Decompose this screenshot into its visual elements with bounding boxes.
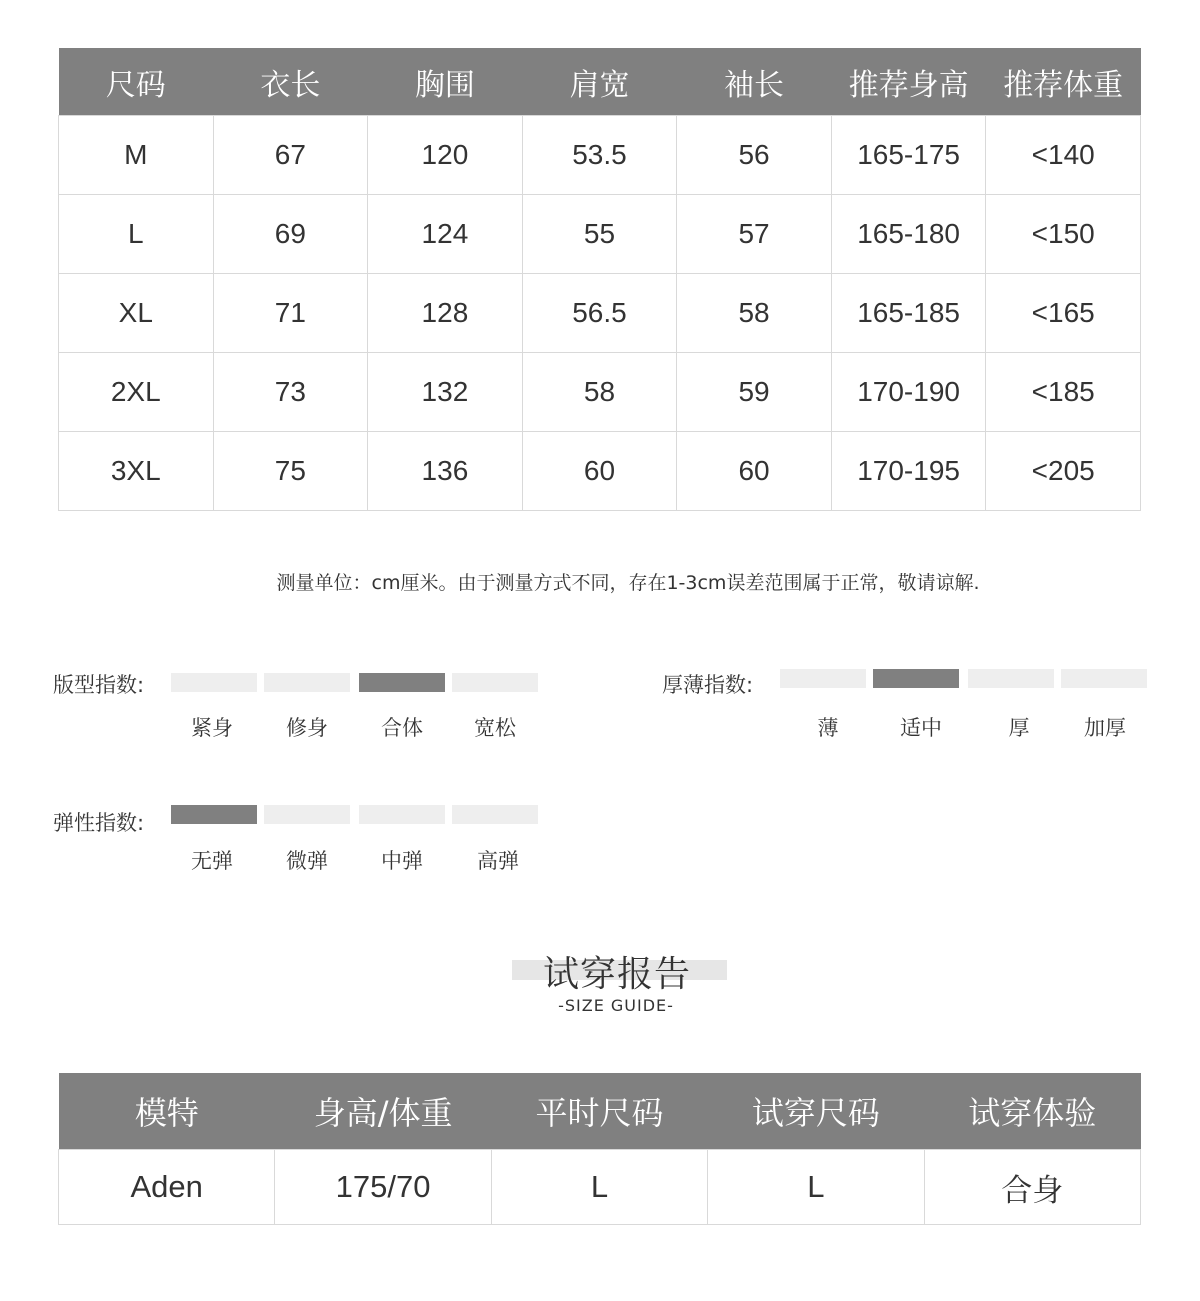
table-cell: 2XL (59, 353, 214, 432)
fit-index-label: 版型指数: (53, 673, 145, 697)
thickness-index-bar (873, 669, 959, 688)
table-cell: 165-180 (831, 195, 986, 274)
header-length: 衣长 (213, 48, 368, 116)
thickness-option-label: 厚 (1008, 716, 1030, 740)
table-cell: 170-190 (831, 353, 986, 432)
model-table-header-row (59, 1073, 1141, 1150)
thickness-index-label: 厚薄指数: (662, 673, 754, 697)
table-cell: 67 (213, 116, 368, 195)
size-table (58, 48, 1141, 511)
model-table (58, 1073, 1141, 1225)
elasticity-option-label: 无弹 (191, 849, 233, 873)
table-cell: 120 (368, 116, 523, 195)
table-cell: <205 (986, 432, 1141, 511)
table-row (59, 432, 1141, 511)
table-row (59, 353, 1141, 432)
table-cell: M (59, 116, 214, 195)
fit-index-bar (171, 673, 257, 692)
table-cell: 53.5 (522, 116, 677, 195)
table-cell: 175/70 (275, 1150, 491, 1225)
header-sleeve: 袖长 (677, 48, 832, 116)
table-cell: 132 (368, 353, 523, 432)
elasticity-index-bar (452, 805, 538, 824)
table-cell: 56.5 (522, 274, 677, 353)
header-model: 模特 (59, 1073, 275, 1150)
size-table-header-row (59, 48, 1141, 116)
table-cell: 128 (368, 274, 523, 353)
table-cell: 71 (213, 274, 368, 353)
table-cell: Aden (59, 1150, 275, 1225)
header-usual-size: 平时尺码 (491, 1073, 707, 1150)
table-cell: 60 (522, 432, 677, 511)
table-row (59, 1150, 1141, 1225)
table-cell: 58 (677, 274, 832, 353)
table-cell: 165-175 (831, 116, 986, 195)
header-shoulder: 肩宽 (522, 48, 677, 116)
thickness-index-bar (1061, 669, 1147, 688)
header-experience: 试穿体验 (924, 1073, 1140, 1150)
elasticity-index-bar (359, 805, 445, 824)
header-height-weight: 身高/体重 (275, 1073, 491, 1150)
table-cell: 69 (213, 195, 368, 274)
fit-index-bar (452, 673, 538, 692)
table-cell: <165 (986, 274, 1141, 353)
elasticity-index-bar (171, 805, 257, 824)
fit-option-label: 紧身 (191, 716, 233, 740)
table-cell: 73 (213, 353, 368, 432)
table-cell: L (491, 1150, 707, 1225)
elasticity-index-bar (264, 805, 350, 824)
table-cell: XL (59, 274, 214, 353)
fit-option-label: 合体 (381, 716, 423, 740)
table-cell: 3XL (59, 432, 214, 511)
table-cell: <140 (986, 116, 1141, 195)
table-cell: 165-185 (831, 274, 986, 353)
table-cell: 136 (368, 432, 523, 511)
table-cell: 75 (213, 432, 368, 511)
report-subtitle: -SIZE GUIDE- (558, 996, 674, 1015)
table-cell: L (59, 195, 214, 274)
header-chest: 胸围 (368, 48, 523, 116)
table-cell: 55 (522, 195, 677, 274)
table-cell: 59 (677, 353, 832, 432)
table-cell: 170-195 (831, 432, 986, 511)
table-row (59, 195, 1141, 274)
table-cell: 57 (677, 195, 832, 274)
elasticity-index-label: 弹性指数: (53, 811, 145, 835)
thickness-option-label: 适中 (900, 716, 942, 740)
elasticity-option-label: 高弹 (477, 849, 519, 873)
table-cell: <150 (986, 195, 1141, 274)
elasticity-option-label: 中弹 (381, 849, 423, 873)
table-cell: 合身 (924, 1150, 1140, 1225)
table-cell: L (708, 1150, 924, 1225)
thickness-option-label: 加厚 (1084, 716, 1126, 740)
fit-index-bar (359, 673, 445, 692)
thickness-option-label: 薄 (817, 716, 839, 740)
table-cell: 58 (522, 353, 677, 432)
table-cell: <185 (986, 353, 1141, 432)
header-rec-height: 推荐身高 (831, 48, 986, 116)
header-size: 尺码 (59, 48, 214, 116)
measurement-note: 测量单位：cm厘米。由于测量方式不同，存在1-3cm误差范围属于正常，敬请谅解. (276, 572, 980, 594)
header-tried-size: 试穿尺码 (708, 1073, 924, 1150)
fit-index-bar (264, 673, 350, 692)
table-row (59, 116, 1141, 195)
table-row (59, 274, 1141, 353)
thickness-index-bar (780, 669, 866, 688)
table-cell: 124 (368, 195, 523, 274)
thickness-index-bar (968, 669, 1054, 688)
table-cell: 60 (677, 432, 832, 511)
table-cell: 56 (677, 116, 832, 195)
elasticity-option-label: 微弹 (286, 849, 328, 873)
fit-option-label: 宽松 (474, 716, 516, 740)
header-rec-weight: 推荐体重 (986, 48, 1141, 116)
report-title: 试穿报告 (542, 954, 691, 995)
fit-option-label: 修身 (286, 716, 328, 740)
